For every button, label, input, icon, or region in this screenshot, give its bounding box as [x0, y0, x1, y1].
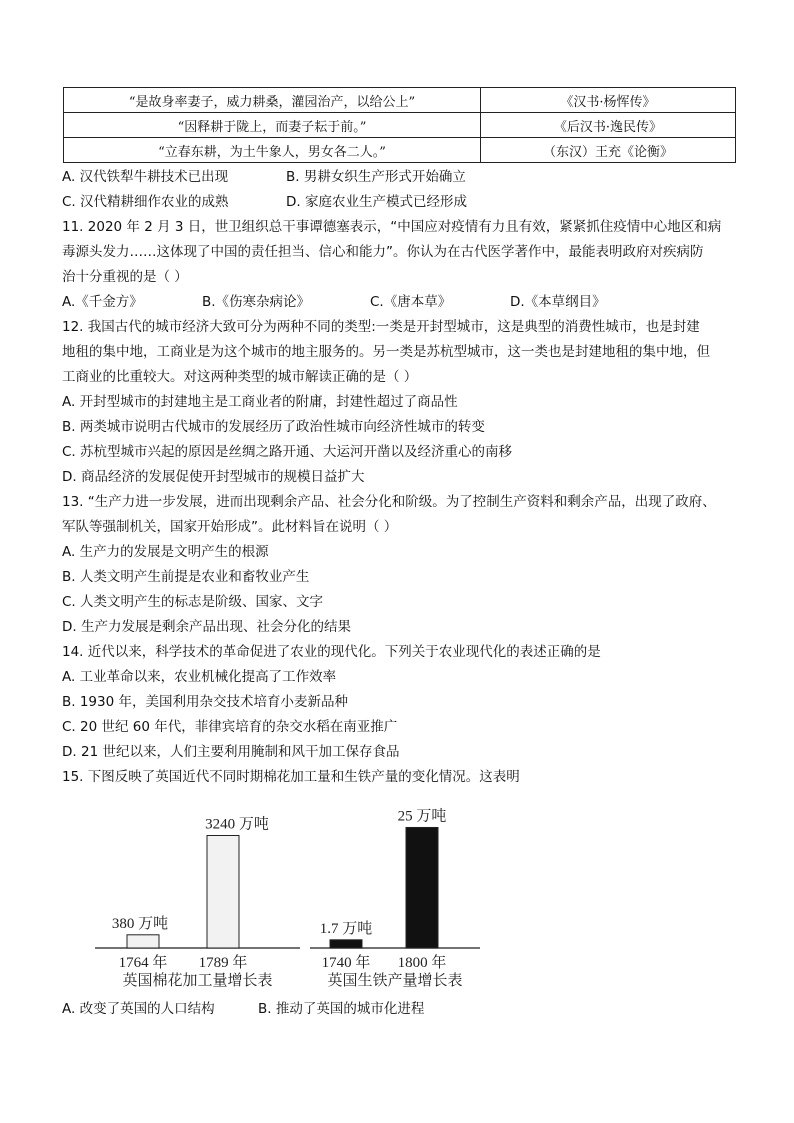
q11-stem-line-2: 毒源头发力……这体现了中国的责任担当、信心和能力”。你认为在古代医学著作中，最能表明政府对疾病防	[62, 244, 704, 260]
q13-stem-line-1: 13. “生产力进一步发展，进而出现剩余产品、社会分化和阶级。为了控制生产资料和剩余产品，出现了政府、	[62, 494, 716, 510]
q12-option-b[interactable]: B. 两类城市说明古代城市的发展经历了政治性城市向经济性城市的转变	[62, 419, 485, 435]
q13-option-c[interactable]: C. 人类文明产生的标志是阶级、国家、文字	[62, 594, 324, 610]
q12-stem-line-2: 地租的集中地，工商业是为这个城市的地主服务的。另一类是苏杭型城市，这一类也是封建地租的集中地，但	[62, 344, 710, 360]
table-cell-quote: “是故身率妻子，威力耕桑，灌园治产，以给公上”	[64, 88, 481, 113]
q12-option-a[interactable]: A. 开封型城市的封建地主是工商业者的附庸，封建性超过了商品性	[62, 394, 458, 410]
q15-stem: 15. 下图反映了英国近代不同时期棉花加工量和生铁产量的变化情况。这表明	[62, 769, 520, 785]
q13-option-b[interactable]: B. 人类文明产生前提是农业和畜牧业产生	[62, 569, 310, 585]
q14-option-c[interactable]: C. 20 世纪 60 年代，菲律宾培育的杂交水稻在南亚推广	[62, 719, 398, 735]
q11-option-c[interactable]: C.《唐本草》	[370, 294, 452, 310]
table-cell-quote: “因释耕于陇上，而妻子耘于前。”	[64, 113, 481, 138]
q13-option-d[interactable]: D. 生产力发展是剩余产品出现、社会分化的结果	[62, 619, 351, 635]
table-cell-source: （东汉）王充《论衡》	[481, 138, 736, 163]
table-cell-source: 《汉书·杨恽传》	[481, 88, 736, 113]
table-row	[64, 113, 736, 138]
q14-option-b[interactable]: B. 1930 年，美国利用杂交技术培育小麦新品种	[62, 694, 348, 710]
cotton-data-label: 3240 万吨	[205, 816, 269, 833]
cotton-chart	[95, 800, 300, 995]
iron-tick-label: 1740 年	[321, 955, 371, 971]
iron-chart-title: 英国生铁产量增长表	[327, 973, 463, 989]
q14-option-d[interactable]: D. 21 世纪以来，人们主要利用腌制和风干加工保存食品	[62, 744, 400, 760]
iron-chart	[310, 790, 480, 995]
q15-option-b[interactable]: B. 推动了英国的城市化进程	[258, 1001, 425, 1017]
iron-bar	[330, 940, 362, 948]
cotton-tick-label: 1789 年	[198, 955, 248, 971]
q11-stem-line-1: 11. 2020 年 2 月 3 日，世卫组织总干事谭德塞表示，“中国应对疫情有力且有效，紧紧抓住疫情中心地区和病	[62, 219, 722, 235]
iron-data-label: 1.7 万吨	[319, 920, 373, 937]
q15-option-a[interactable]: A. 改变了英国的人口结构	[62, 1001, 215, 1017]
cotton-tick-label: 1764 年	[118, 955, 168, 971]
cotton-data-label: 380 万吨	[111, 915, 169, 932]
source-table	[63, 87, 736, 163]
iron-bar	[406, 827, 438, 948]
q12-option-d[interactable]: D. 商品经济的发展促使开封型城市的规模日益扩大	[62, 469, 365, 485]
q12-stem-line-1: 12. 我国古代的城市经济大致可分为两种不同的类型:一类是开封型城市，这是典型的消费性城市，也是封建	[62, 319, 700, 335]
q11-option-a[interactable]: A.《千金方》	[62, 294, 143, 310]
q12-option-c[interactable]: C. 苏杭型城市兴起的原因是丝绸之路开通、大运河开凿以及经济重心的南移	[62, 444, 513, 460]
table-cell-source: 《后汉书·逸民传》	[481, 113, 736, 138]
cotton-chart-title: 英国棉花加工量增长表	[122, 973, 273, 989]
cotton-bar	[207, 836, 239, 949]
q10-option-b[interactable]: B. 男耕女织生产形式开始确立	[286, 169, 466, 185]
q11-stem-line-3: 治十分重视的是（ ）	[62, 269, 188, 285]
q10-option-a[interactable]: A. 汉代铁犁牛耕技术已出现	[62, 169, 229, 185]
cotton-chart-svg	[95, 800, 300, 995]
q11-option-b[interactable]: B.《伤寒杂病论》	[202, 294, 311, 310]
q13-option-a[interactable]: A. 生产力的发展是文明产生的根源	[62, 544, 269, 560]
q14-stem: 14. 近代以来，科学技术的革命促进了农业的现代化。下列关于农业现代化的表述正确的是	[62, 644, 601, 660]
q14-option-a[interactable]: A. 工业革命以来，农业机械化提高了工作效率	[62, 669, 337, 685]
q11-option-d[interactable]: D.《本草纲目》	[510, 294, 606, 310]
q10-option-d[interactable]: D. 家庭农业生产模式已经形成	[286, 194, 467, 210]
table-row	[64, 138, 736, 163]
q12-stem-line-3: 工商业的比重较大。对这两种类型的城市解读正确的是（ ）	[62, 369, 418, 385]
iron-data-label: 25 万吨	[397, 808, 447, 825]
q10-option-c[interactable]: C. 汉代精耕细作农业的成熟	[62, 194, 229, 210]
cotton-bar	[127, 935, 159, 948]
iron-chart-svg	[310, 790, 480, 995]
table-cell-quote: “立春东耕，为土牛象人，男女各二人。”	[64, 138, 481, 163]
iron-tick-label: 1800 年	[397, 955, 447, 971]
q13-stem-line-2: 军队等强制机关，国家开始形成”。此材料旨在说明（ ）	[62, 519, 398, 535]
table-row	[64, 88, 736, 113]
